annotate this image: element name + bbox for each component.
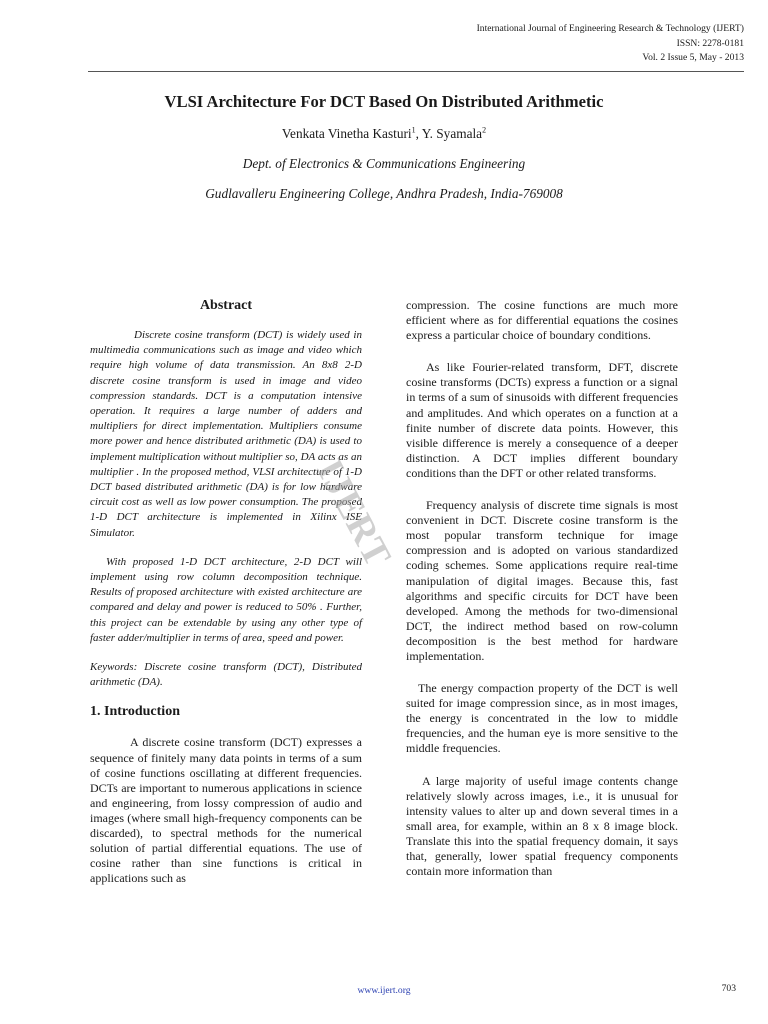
right-paragraph-4: The energy compaction property of the DCT is well suited for image compression since, as in most images, the energy is concentrated in the low to middle frequencies, and the human eye is more sensitive to the middle frequencies. bbox=[406, 681, 678, 756]
introduction-paragraph-1: A discrete cosine transform (DCT) expresses a sequence of finitely many data points in terms of a sum of cosine functions oscillating at different frequencies. DCTs are important to numerous applications in science and engineering, from lossy compression of audio and images (where small high-frequency components can be discarded), to spectral methods for the numerical solution of partial differential equations. The use of cosine rather than sine functions is critical in applications such as bbox=[90, 735, 362, 886]
affiliation-college: Gudlavalleru Engineering College, Andhra Pradesh, India-769008 bbox=[205, 186, 563, 201]
author-2: Y. Syamala bbox=[421, 126, 483, 141]
author-1: Venkata Vinetha Kasturi bbox=[281, 126, 412, 141]
author-line bbox=[0, 126, 768, 142]
author-1-sup: 1 bbox=[411, 125, 416, 135]
affiliation-department: Dept. of Electronics & Communications Engineering bbox=[242, 156, 526, 171]
header-rule bbox=[88, 71, 744, 72]
journal-name: International Journal of Engineering Research & Technology (IJERT) bbox=[476, 23, 744, 34]
journal-issn: ISSN: 2278-0181 bbox=[676, 37, 744, 49]
right-paragraph-2: As like Fourier-related transform, DFT, discrete cosine transforms (DCTs) express a function or a signal in terms of a sum of sinusoids with different frequencies and amplitudes. And which operates on a function at a finite number of discrete data points. However, this visible difference is merely a consequence of a deeper distinction. A DCT implies different boundary conditions than the DFT or other related transforms. bbox=[406, 360, 678, 480]
right-paragraph-3: Frequency analysis of discrete time signals is most convenient in DCT. Discrete cosine transform is the most popular transform technique for image compression and is adopted on various standardized coding schemes. Some applications require real-time manipulation of digital images. Because this, fast algorithms and specific circuits for DCT have been developed. Among the methods for two-dimensional DCT, the indirect method based on row-column decomposition is the best method for hardware implementation. bbox=[406, 498, 678, 663]
right-paragraph-1: compression. The cosine functions are much more efficient where as for differential equations the cosines express a particular choice of boundary conditions. bbox=[406, 298, 678, 343]
right-paragraph-5: A large majority of useful image contents change relatively slowly across images, i.e., it is unusual for intensity values to alter up and down several times in a small area, for example, within an 8 x 8 image block. Translate this into the spatial frequency domain, it says that, generally, lower spatial frequency components contain more information than bbox=[406, 773, 678, 879]
keywords: Keywords: Discrete cosine transform (DCT), Distributed arithmetic (DA). bbox=[90, 661, 362, 689]
right-column bbox=[406, 298, 678, 896]
journal-volume: Vol. 2 Issue 5, May - 2013 bbox=[642, 52, 744, 63]
abstract-paragraph-1: Discrete cosine transform (DCT) is widely used in multimedia communications such as image and video which require high volume of data transmission. An 8x8 2-D discrete cosine transform is used in image and video compression standards. DCT is a computation intensive operation. It requires a large number of adders and multipliers for direct implementation. Multipliers consume more power and hence distributed arithmetic (DA) is used to implement multiplication without multiplier so, DA acts as an multiplier . In the proposed method, VLSI architecture of 1-D DCT based distributed arithmetic (DA) is for low hardware circuit cost as well as low power consumption. The proposed 1-D DCT architecture is implemented in Xilinx ISE Simulator. bbox=[90, 329, 362, 539]
journal-header bbox=[384, 22, 744, 66]
abstract-paragraph-2: With proposed 1-D DCT architecture, 2-D DCT will implement using row column decomposition technique. Results of proposed architecture with existed architecture are compared and delay and power is reduced to 50% . Further, this project can be extendable by using any other type of faster adder/multiplier in terms of area, speed and power. bbox=[90, 555, 362, 644]
author-2-sup: 2 bbox=[482, 125, 487, 135]
footer-url-link[interactable]: www.ijert.org bbox=[357, 985, 411, 996]
left-column bbox=[90, 298, 362, 901]
author-separator: , bbox=[415, 126, 422, 141]
introduction-heading: 1. Introduction bbox=[90, 704, 180, 720]
paper-title: VLSI Architecture For DCT Based On Distributed Arithmetic bbox=[164, 92, 604, 111]
page-number: 703 bbox=[721, 983, 736, 994]
abstract-heading: Abstract bbox=[199, 298, 253, 313]
ijert-watermark: IJERT bbox=[308, 452, 400, 575]
